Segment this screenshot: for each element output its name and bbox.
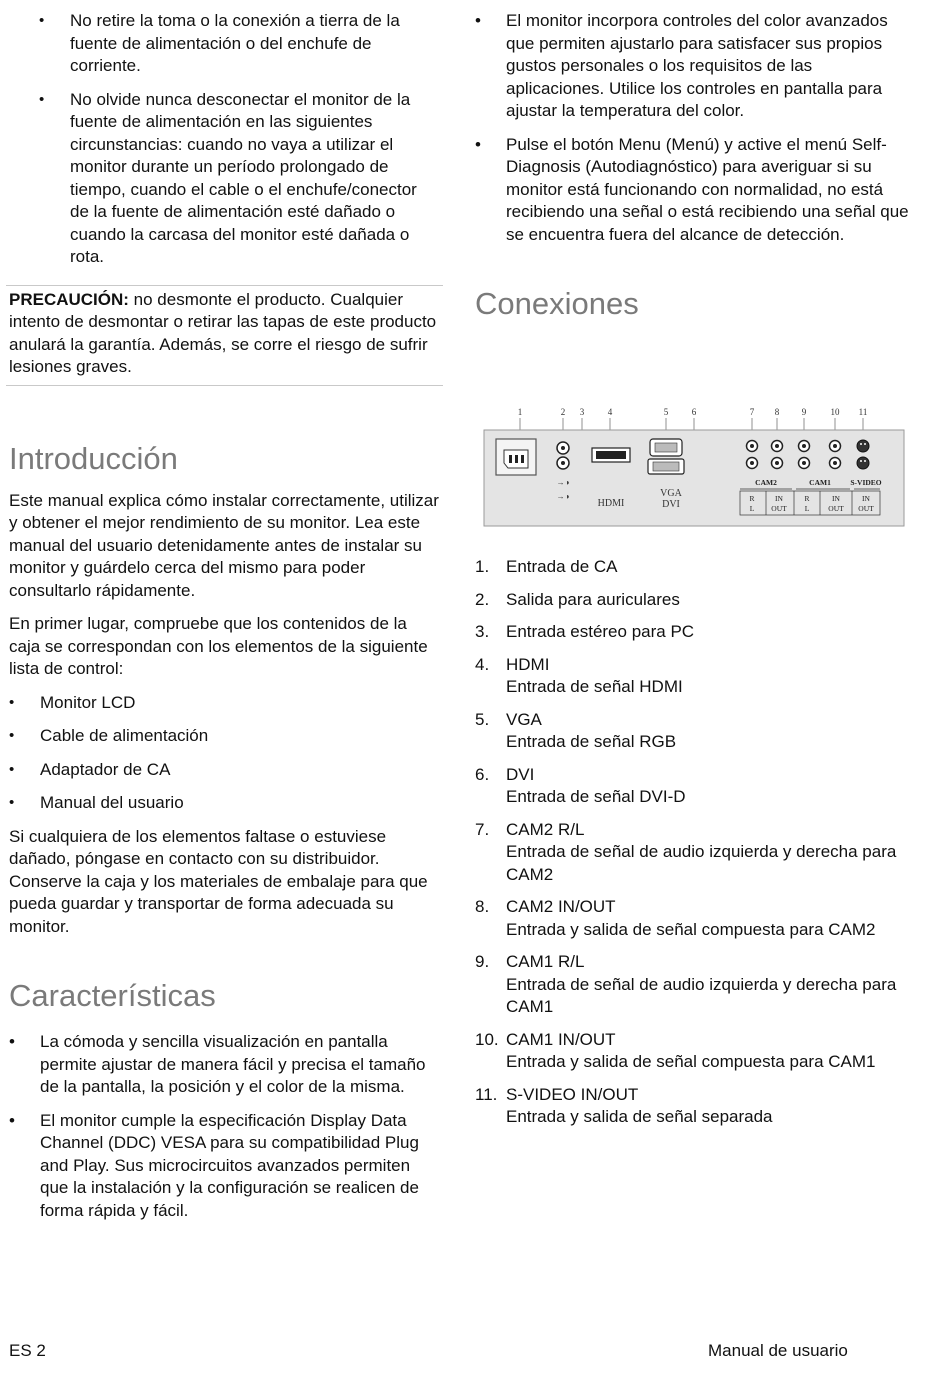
callout-3: 3 [579,407,585,417]
list-item: • El monitor incorpora controles del color avanzados que permiten ajustarlo para satisfacer sus propios gustos personales o los requisitos de las aplicaciones. Utilice los controles en pantalla para ajustar la temperatura del color. [475,10,915,123]
r-label: R [804,494,810,503]
intro-paragraph: En primer lugar, compruebe que los contenidos de la caja se correspondan con los elementos de la siguiente lista de control: [9,614,428,678]
safety-list [9,10,439,269]
list-item: • Manual del usuario [9,792,439,815]
callout-8: 8 [774,407,780,417]
divider [6,385,443,386]
list-item: • No olvide nunca desconectar el monitor de la fuente de alimentación en las siguientes circunstancias: cuando no vaya a utilizar el monitor durante un período prolongado de tiempo, cuando el cable o el enchufe/conector de la fuente de alimentación esté dañado o cuando la carcasa del monitor esté dañada o rota. [39,89,439,269]
connector-panel-svg [482,405,907,530]
features-list [9,1031,439,1222]
cam1-label: CAM1 [809,478,831,487]
list-item: 6. DVI Entrada de señal DVI-D [475,764,686,806]
intro-heading: Introducción [9,440,178,476]
caution-label: PRECAUCIÓN: [9,289,129,309]
caution-text: no desmonte el producto. Cualquier intento de desmontar o retirar las tapas de este producto anulará la garantía. Además, se corre el riesgo de sufrir lesiones graves. [9,289,437,376]
list-item: 7. CAM2 R/L Entrada de señal de audio izquierda y derecha para CAM2 [475,819,897,884]
ac-inlet [496,439,536,475]
in-label: IN [832,494,840,503]
list-item: 10. CAM1 IN/OUT Entrada y salida de señal compuesta para CAM1 [475,1029,876,1071]
r-label: R [749,494,755,503]
callout-10: 10 [830,407,840,417]
list-item: 2. Salida para auriculares [475,589,680,609]
checklist [9,692,439,815]
list-item: • Pulse el botón Menu (Menú) y active el menú Self-Diagnosis (Autodiagnóstico) para averiguar si su monitor está funcionando con normalidad, no está recibiendo una señal o está recibiendo una señal que se encuentra fuera del alcance de detección. [475,134,915,247]
callout-1: 1 [517,407,523,417]
list-item: 9. CAM1 R/L Entrada de señal de audio izquierda y derecha para CAM1 [475,952,897,1016]
callout-6: 6 [691,407,697,417]
callout-2: 2 [560,407,566,417]
connections-list [475,556,915,1139]
callout-7: 7 [749,407,755,417]
in-label: IN [862,494,870,503]
list-item: • Adaptador de CA [9,759,439,782]
list-item: 11. S-VIDEO IN/OUT Entrada y salida de señal separada [475,1084,773,1126]
headphone-icon: →◑ [556,478,570,487]
list-item: 5. VGA Entrada de señal RGB [475,709,677,751]
list-item: • La cómoda y sencilla visualización en pantalla permite ajustar de manera fácil y precisa el tamaño de la pantalla, la posición y el color de la misma. [9,1031,439,1099]
callout-4: 4 [607,407,613,417]
audio-in-icon: →◑ [556,492,570,501]
intro-paragraph: Si cualquiera de los elementos faltase o estuviese dañado, póngase en contacto con su distribuidor. Conserve la caja y los materiales de embalaje para que pueda guardar y transportar de forma adecuada su monitor. [9,826,428,936]
caution-note [9,286,439,385]
features-heading: Características [9,978,216,1013]
out-label: OUT [771,504,787,513]
callout-11: 11 [858,407,868,417]
list-item: • Cable de alimentación [9,725,439,748]
document-title: Manual de usuario [708,1341,848,1360]
callout-5: 5 [663,407,669,417]
in-label: IN [775,494,783,503]
list-item: 1. Entrada de CA [475,557,618,576]
dvi-label: DVI [662,499,680,510]
callout-9: 9 [801,407,807,417]
list-item: • No retire la toma o la conexión a tierra de la fuente de alimentación o del enchufe de corriente. [39,10,439,78]
left-column [9,10,439,1233]
list-item: 8. CAM2 IN/OUT Entrada y salida de señal compuesta para CAM2 [475,897,876,939]
list-item: • El monitor cumple la especificación Display Data Channel (DDC) VESA para su compatibilidad Plug and Play. Sus microcircuitos avanzados permiten que la instalación y la configuración se realicen de forma rápida y fácil. [9,1110,439,1223]
hdmi-label: HDMI [597,498,625,509]
page-number: ES 2 [9,1341,46,1360]
features-list-continued [475,10,915,246]
out-label: OUT [858,504,874,513]
out-label: OUT [828,504,844,513]
list-item: • Monitor LCD [9,692,439,715]
l-label: L [804,504,810,513]
connector-panel-diagram [482,405,907,530]
cam2-label: CAM2 [755,478,777,487]
callout-numbers [518,407,868,417]
vga-label: VGA [660,488,682,499]
svideo-label: S-VIDEO [850,478,882,487]
list-item: 3. Entrada estéreo para PC [475,622,695,641]
intro-paragraph: Este manual explica cómo instalar correctamente, utilizar y obtener el mejor rendimiento de su monitor. Lea este manual del usuario detenidamente antes de instalar su monitor y guárdelo cerca del mismo para poder consultarlo rápidamente. [9,490,439,600]
l-label: L [749,504,755,513]
list-item: 4. HDMI Entrada de señal HDMI [475,654,683,696]
right-column [475,10,915,322]
connections-heading: Conexiones [475,286,639,321]
cam-labels [755,478,882,487]
